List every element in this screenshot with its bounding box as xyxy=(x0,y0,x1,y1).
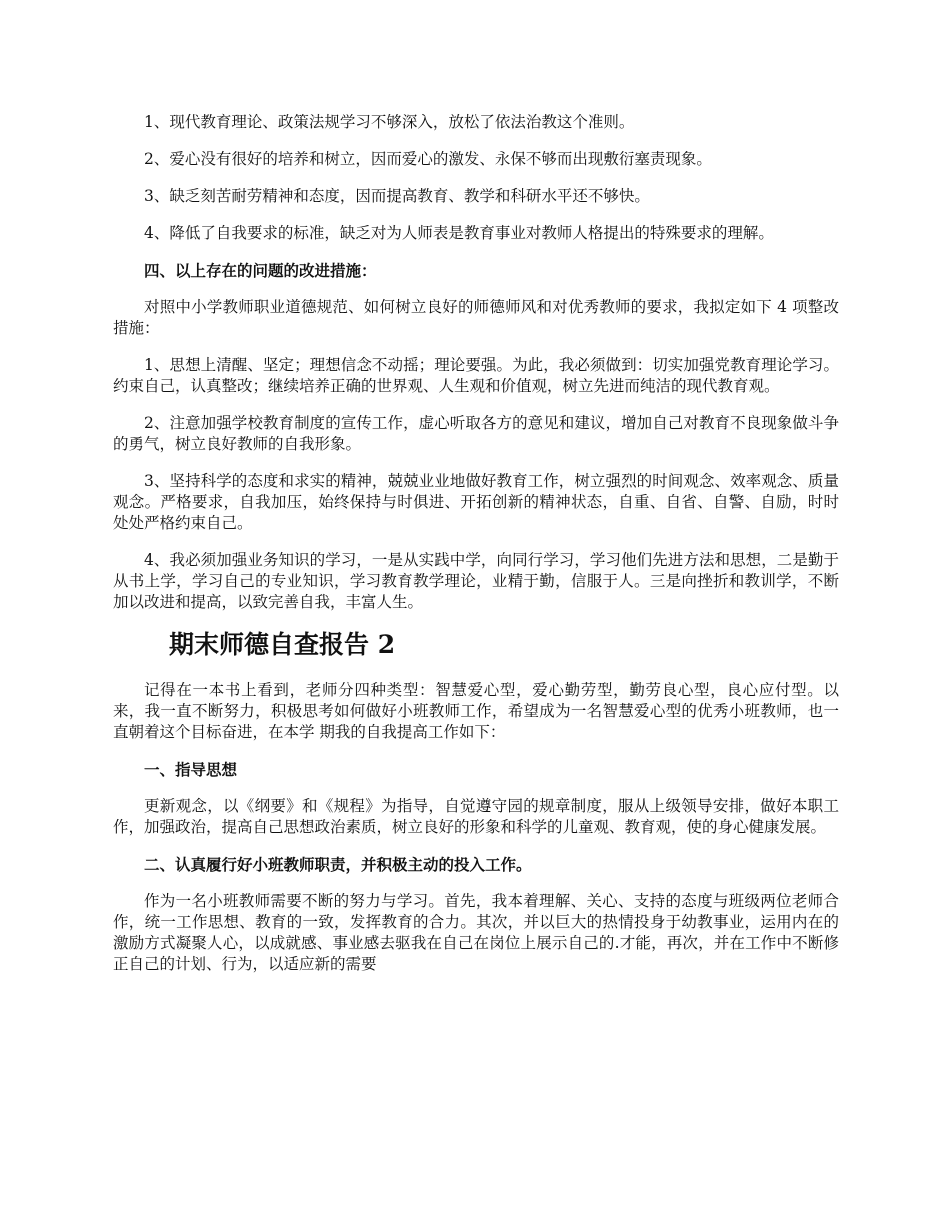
measures-intro: 对照中小学教师职业道德规范、如何树立良好的师德师风和对优秀教师的要求，我拟定如下 4 项整改措施： xyxy=(113,298,839,337)
section-four-heading: 四、以上存在的问题的改进措施： xyxy=(144,261,377,280)
guiding-thought-paragraph: 更新观念，以《纲要》和《规程》为指导，自觉遵守园的规章制度，服从上级领导安排，做好本职工作，加强政治，提高自己思想政治素质，树立良好的形象和科学的儿童观、教育观，使的身心健康发展。 xyxy=(113,797,839,836)
measure-item-2: 2、注意加强学校教育制度的宣传工作，虚心听取各方的意见和建议，增加自己对教育不良现象做斗争的勇气，树立良好教师的自我形象。 xyxy=(113,414,839,453)
problem-item-2: 2、爱心没有很好的培养和树立，因而爱心的激发、永保不够而出现敷衍塞责现象。 xyxy=(144,150,712,168)
guiding-thought-heading: 一、指导思想 xyxy=(144,760,238,779)
report-two-intro: 记得在一本书上看到，老师分四种类型：智慧爱心型，爱心勤劳型，勤劳良心型，良心应付型。以来，我一直不断努力，积极思考如何做好小班教师工作，希望成为一名智慧爱心型的优秀小班教师，也一直朝着这个目标奋进，在本学 期我的自我提高工作如下： xyxy=(113,681,839,741)
document-page xyxy=(113,112,839,991)
problem-item-4: 4、降低了自我要求的标准，缺乏对为人师表是教育事业对教师人格提出的特殊要求的理解。 xyxy=(144,224,774,242)
problem-item-1: 1、现代教育理论、政策法规学习不够深入，放松了依法治教这个准则。 xyxy=(144,113,635,131)
report-two-title: 期末师德自查报告 2 xyxy=(169,630,396,659)
duties-heading: 二、认真履行好小班教师职责，并积极主动的投入工作。 xyxy=(144,855,532,874)
measure-item-4: 4、我必须加强业务知识的学习，一是从实践中学，向同行学习，学习他们先进方法和思想，二是勤于从书上学，学习自己的专业知识，学习教育教学理论，业精于勤，信服于人。三是向挫折和教训学，不断加以改进和提高，以致完善自我，丰富人生。 xyxy=(113,551,839,611)
measure-item-1: 1、思想上清醒、坚定；理想信念不动摇；理论要强。为此，我必须做到：切实加强党教育理论学习。约束自己，认真整改；继续培养正确的世界观、人生观和价值观，树立先进而纯洁的现代教育观。 xyxy=(113,356,839,395)
problem-item-3: 3、缺乏刻苦耐劳精神和态度，因而提高教育、教学和科研水平还不够快。 xyxy=(144,187,650,205)
duties-paragraph: 作为一名小班教师需要不断的努力与学习。首先，我本着理解、关心、支持的态度与班级两位老师合作，统一工作思想、教育的一致，发挥教育的合力。其次，并以巨大的热情投身于幼教事业，运用内在的激励方式凝聚人心，以成就感、事业感去驱我在自己在岗位上展示自己的.才能，再次，并在工作中不断修正自己的计划、行为，以适应新的需要 xyxy=(113,892,839,973)
measure-item-3: 3、坚持科学的态度和求实的精神，兢兢业业地做好教育工作，树立强烈的时间观念、效率观念、质量观念。严格要求，自我加压，始终保持与时俱进、开拓创新的精神状态，自重、自省、自警、自励，时时处处严格约束自己。 xyxy=(113,472,839,532)
